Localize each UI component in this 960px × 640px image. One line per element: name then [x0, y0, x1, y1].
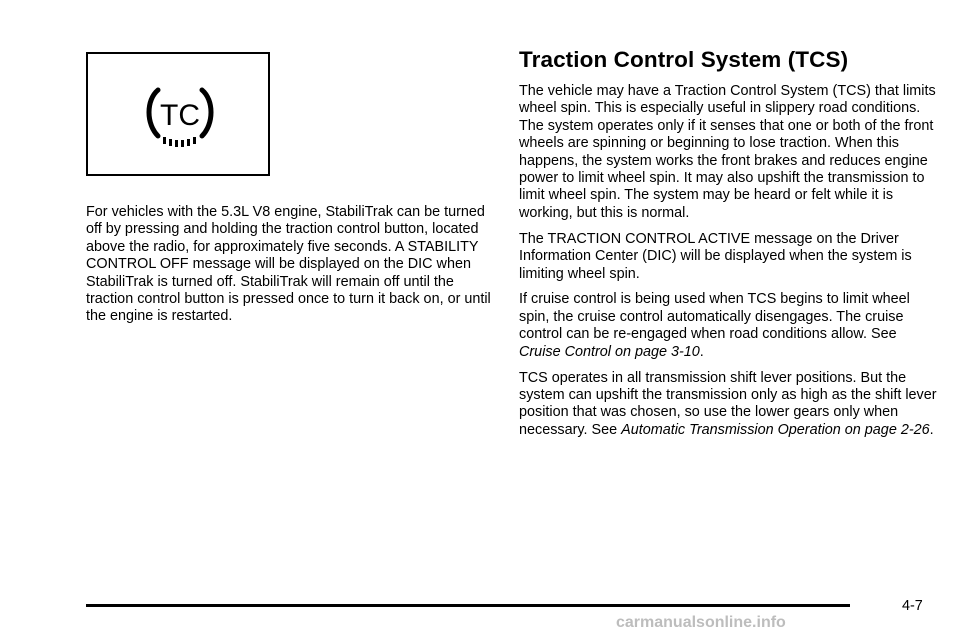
tcs-paragraph-4-end: . — [929, 421, 934, 438]
tcs-paragraph-2: The TRACTION CONTROL ACTIVE message on the Driver Information Center (DIC) will be displayed when the system is limiting wheel spin. — [519, 230, 912, 282]
tc-indicator-box — [86, 52, 270, 176]
automatic-transmission-reference[interactable]: Automatic Transmission Operation on page 2-26 — [621, 421, 930, 438]
traction-control-icon — [144, 84, 216, 148]
tcs-paragraph-3-text: If cruise control is being used when TCS begins to limit wheel spin, the cruise control automatically disengages. The cruise control can be re-engaged when road conditions allow. See — [519, 291, 910, 343]
stabilitrak-paragraph: For vehicles with the 5.3L V8 engine, StabiliTrak can be turned off by pressing and holding the traction control button, located above the radio, for approximately five seconds. A STABILITY CONTROL OFF message will be displayed on the DIC when StabiliTrak is turned off. StabiliTrak will remain off until the traction control button is pressed once to turn it back on, or until the engine is restarted. — [86, 204, 491, 325]
page-number: 4-7 — [902, 598, 923, 614]
footer-rule — [86, 604, 850, 607]
tcs-paragraph-4-text: TCS operates in all transmission shift lever positions. But the system can upshift the transmission only as high as the shift lever position that was chosen, so use the lower gears only when necessary. See — [519, 369, 937, 438]
tcs-section — [519, 46, 939, 448]
watermark: carmanualsonline.info — [616, 614, 786, 631]
tcs-paragraph-3-end: . — [699, 343, 704, 360]
section-title: Traction Control System (TCS) — [519, 47, 849, 72]
tcs-paragraph-4 — [519, 370, 939, 440]
tc-icon-label: TC — [160, 99, 200, 132]
cruise-control-reference[interactable]: Cruise Control on page 3-10 — [519, 343, 700, 360]
tcs-paragraph-1: The vehicle may have a Traction Control System (TCS) that limits wheel spin. This is especially useful in slippery road conditions. The system operates only if it senses that one or both of the front wheels are spinning or beginning to lose traction. When this happens, the system works the front brakes and reduces engine power to limit wheel spin. It may also upshift the transmission to limit wheel spin. The system may be heard or felt while it is working, but this is normal. — [519, 83, 936, 221]
tcs-paragraph-3 — [519, 291, 939, 361]
